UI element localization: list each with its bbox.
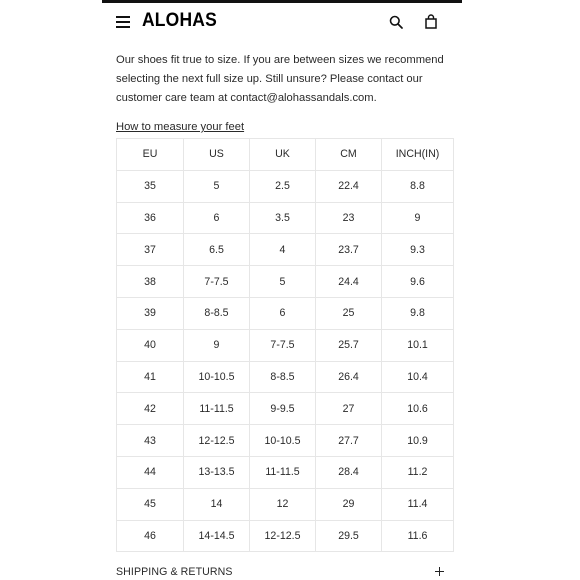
cell-eu: 36 [117,202,184,234]
cell-uk: 10-10.5 [250,425,316,457]
cell-us: 6 [184,202,250,234]
cell-inch: 11.2 [382,456,454,488]
shopping-bag-icon[interactable] [424,14,438,29]
cell-eu: 38 [117,266,184,298]
plus-icon[interactable] [435,567,444,576]
table-header-row [117,139,454,171]
cell-inch: 9.6 [382,266,454,298]
cell-eu: 44 [117,456,184,488]
cell-cm: 29.5 [316,520,382,552]
cell-us: 14-14.5 [184,520,250,552]
cell-inch: 8.8 [382,170,454,202]
cell-uk: 3.5 [250,202,316,234]
table-row [117,170,454,202]
cell-eu: 42 [117,393,184,425]
cell-inch: 9 [382,202,454,234]
cell-cm: 26.4 [316,361,382,393]
cell-cm: 25 [316,297,382,329]
cell-eu: 37 [117,234,184,266]
intro-line: selecting the next full size up. Still unsure? Please contact our [116,73,423,85]
column-header-us: US [184,139,250,171]
intro-line: customer care team at contact@alohassandals.com. [116,92,377,104]
table-row [117,297,454,329]
cell-cm: 22.4 [316,170,382,202]
cell-uk: 11-11.5 [250,456,316,488]
brand-logo[interactable]: ALOHAS [142,10,217,31]
cell-uk: 12 [250,488,316,520]
cell-inch: 9.8 [382,297,454,329]
cell-uk: 2.5 [250,170,316,202]
cell-eu: 39 [117,297,184,329]
table-row [117,488,454,520]
table-row [117,234,454,266]
cell-eu: 40 [117,329,184,361]
table-row [117,425,454,457]
cell-us: 8-8.5 [184,297,250,329]
cell-cm: 24.4 [316,266,382,298]
cell-uk: 12-12.5 [250,520,316,552]
table-row [117,456,454,488]
column-header-eu: EU [117,139,184,171]
shipping-returns-accordion[interactable] [116,565,448,580]
how-to-measure-link[interactable]: How to measure your feet [116,121,245,133]
intro-line: Our shoes fit true to size. If you are between sizes we recommend [116,54,444,66]
cell-cm: 27 [316,393,382,425]
cell-cm: 27.7 [316,425,382,457]
cell-uk: 6 [250,297,316,329]
cell-us: 5 [184,170,250,202]
cell-us: 10-10.5 [184,361,250,393]
cell-eu: 46 [117,520,184,552]
column-header-cm: CM [316,139,382,171]
size-chart-table [116,138,454,552]
cell-inch: 10.9 [382,425,454,457]
cell-cm: 29 [316,488,382,520]
table-row [117,202,454,234]
cell-cm: 23.7 [316,234,382,266]
site-header [102,3,462,41]
cell-us: 7-7.5 [184,266,250,298]
cell-uk: 8-8.5 [250,361,316,393]
table-row [117,329,454,361]
column-header-uk: UK [250,139,316,171]
cell-eu: 35 [117,170,184,202]
shipping-returns-label: SHIPPING & RETURNS [116,566,233,578]
cell-uk: 7-7.5 [250,329,316,361]
size-intro-text [116,51,451,108]
table-row [117,520,454,552]
cell-uk: 9-9.5 [250,393,316,425]
cell-cm: 28.4 [316,456,382,488]
cell-us: 12-12.5 [184,425,250,457]
search-icon[interactable] [389,15,403,29]
cell-cm: 25.7 [316,329,382,361]
table-row [117,393,454,425]
cell-inch: 11.6 [382,520,454,552]
column-header-inch: INCH(IN) [382,139,454,171]
cell-inch: 10.6 [382,393,454,425]
cell-uk: 5 [250,266,316,298]
cell-eu: 45 [117,488,184,520]
cell-eu: 43 [117,425,184,457]
table-row [117,266,454,298]
cell-cm: 23 [316,202,382,234]
cell-us: 6.5 [184,234,250,266]
table-row [117,361,454,393]
cell-inch: 10.4 [382,361,454,393]
cell-us: 13-13.5 [184,456,250,488]
hamburger-menu-icon[interactable] [116,16,130,28]
cell-inch: 11.4 [382,488,454,520]
cell-us: 14 [184,488,250,520]
cell-inch: 9.3 [382,234,454,266]
cell-us: 11-11.5 [184,393,250,425]
cell-us: 9 [184,329,250,361]
cell-inch: 10.1 [382,329,454,361]
cell-eu: 41 [117,361,184,393]
cell-uk: 4 [250,234,316,266]
